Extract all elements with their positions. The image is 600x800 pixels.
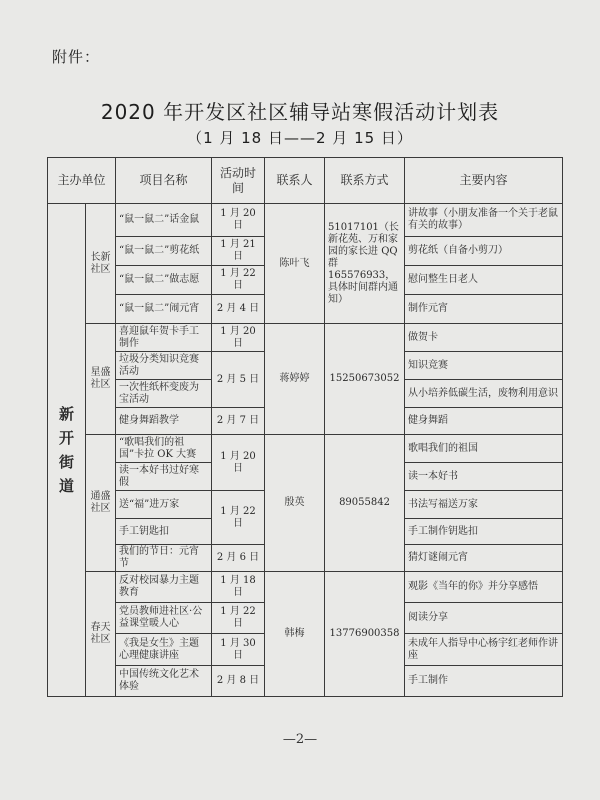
time-cell: 1 月 18 日 <box>212 572 265 603</box>
project-cell: 中国传统文化艺术体验 <box>116 666 212 697</box>
content-cell: 读一本好书 <box>405 463 563 491</box>
time-cell: 2 月 8 日 <box>212 666 265 697</box>
project-cell: 垃圾分类知识竞赛活动 <box>116 352 212 380</box>
content-cell: 歌唱我们的祖国 <box>405 435 563 463</box>
content-cell: 从小培养低碳生活，废物利用意识 <box>405 380 563 408</box>
time-cell: 1 月 30 日 <box>212 634 265 666</box>
project-cell: 手工钥匙扣 <box>116 519 212 545</box>
time-cell: 2 月 5 日 <box>212 352 265 408</box>
time-cell: 2 月 4 日 <box>212 295 265 324</box>
contact-method: 15250673052 <box>325 324 405 435</box>
project-cell: “鼠一鼠二”话金鼠 <box>116 204 212 237</box>
project-cell: “鼠一鼠二”做志愿 <box>116 266 212 295</box>
time-cell: 1 月 22 日 <box>212 266 265 295</box>
project-cell: 健身舞蹈教学 <box>116 408 212 435</box>
community-name: 星盛社区 <box>86 324 116 435</box>
content-cell: 手工制作钥匙扣 <box>405 519 563 545</box>
content-cell: 知识竞赛 <box>405 352 563 380</box>
time-cell: 1 月 22 日 <box>212 491 265 545</box>
street-char: 新 <box>58 405 74 423</box>
time-cell: 1 月 22 日 <box>212 603 265 634</box>
project-cell: 我们的节日：元宵节 <box>116 545 212 572</box>
contact-method: 89055842 <box>325 435 405 572</box>
page-title: 2020 年开发区社区辅导站寒假活动计划表 <box>100 100 500 124</box>
content-cell: 讲故事（小朋友准备一个关于老鼠有关的故事） <box>405 204 563 237</box>
time-cell: 2 月 6 日 <box>212 545 265 572</box>
contact-person: 殷英 <box>265 435 325 572</box>
content-cell: 手工制作 <box>405 666 563 697</box>
content-cell: 阅读分享 <box>405 603 563 634</box>
street-char: 开 <box>58 429 74 447</box>
project-cell: 一次性纸杯变废为宝活动 <box>116 380 212 408</box>
content-cell: 慰问整生日老人 <box>405 266 563 295</box>
activity-plan-table <box>47 157 563 697</box>
street-char: 道 <box>58 477 74 495</box>
content-cell: 书法写福送万家 <box>405 491 563 519</box>
attachment-label: 附件： <box>52 48 101 66</box>
community-name: 长新社区 <box>86 204 116 324</box>
project-cell: “鼠一鼠二”闹元宵 <box>116 295 212 324</box>
project-cell: 《我是女生》主题心理健康讲座 <box>116 634 212 666</box>
time-cell: 1 月 20 日 <box>212 324 265 352</box>
time-cell: 1 月 21 日 <box>212 237 265 266</box>
contact-person: 韩梅 <box>265 572 325 697</box>
header-content: 主要内容 <box>405 158 563 204</box>
community-name: 春天社区 <box>86 572 116 697</box>
project-cell: 喜迎鼠年贺卡手工制作 <box>116 324 212 352</box>
project-cell: 送“福”进万家 <box>116 491 212 519</box>
project-cell: 党员教师进社区·公益课堂暖人心 <box>116 603 212 634</box>
content-cell: 剪花纸（自备小剪刀） <box>405 237 563 266</box>
content-cell: 做贺卡 <box>405 324 563 352</box>
contact-person: 陈叶飞 <box>265 204 325 324</box>
header-contact-method: 联系方式 <box>325 158 405 204</box>
content-cell: 健身舞蹈 <box>405 408 563 435</box>
content-cell: 观影《当年的你》并分享感悟 <box>405 572 563 603</box>
table-row <box>48 572 563 603</box>
community-name: 通盛社区 <box>86 435 116 572</box>
content-cell: 猜灯谜闹元宵 <box>405 545 563 572</box>
street-char: 街 <box>58 453 74 471</box>
street-name <box>48 204 86 697</box>
project-cell: “歌唱我们的祖国”卡拉 OK 大赛 <box>116 435 212 463</box>
header-organizer: 主办单位 <box>48 158 116 204</box>
time-cell: 1 月 20 日 <box>212 204 265 237</box>
time-cell: 2 月 7 日 <box>212 408 265 435</box>
project-cell: “鼠一鼠二”剪花纸 <box>116 237 212 266</box>
project-cell: 读一本好书过好寒假 <box>116 463 212 491</box>
contact-method: 51017101（长新花苑、万和家园的家长进 QQ 群 165576933，具体时间群内通知） <box>325 204 405 324</box>
page-subtitle: （1 月 18 日——2 月 15 日） <box>187 129 413 147</box>
content-cell: 未成年人指导中心杨宇红老师作讲座 <box>405 634 563 666</box>
time-cell: 1 月 20 日 <box>212 435 265 491</box>
contact-method: 13776900358 <box>325 572 405 697</box>
contact-person: 蒋婷婷 <box>265 324 325 435</box>
page-number: —2— <box>282 732 318 747</box>
table-row <box>48 204 563 237</box>
header-time: 活动时间 <box>212 158 265 204</box>
content-cell: 制作元宵 <box>405 295 563 324</box>
project-cell: 反对校园暴力主题教育 <box>116 572 212 603</box>
header-project: 项目名称 <box>116 158 212 204</box>
header-contact: 联系人 <box>265 158 325 204</box>
table-row <box>48 435 563 463</box>
table-row <box>48 324 563 352</box>
